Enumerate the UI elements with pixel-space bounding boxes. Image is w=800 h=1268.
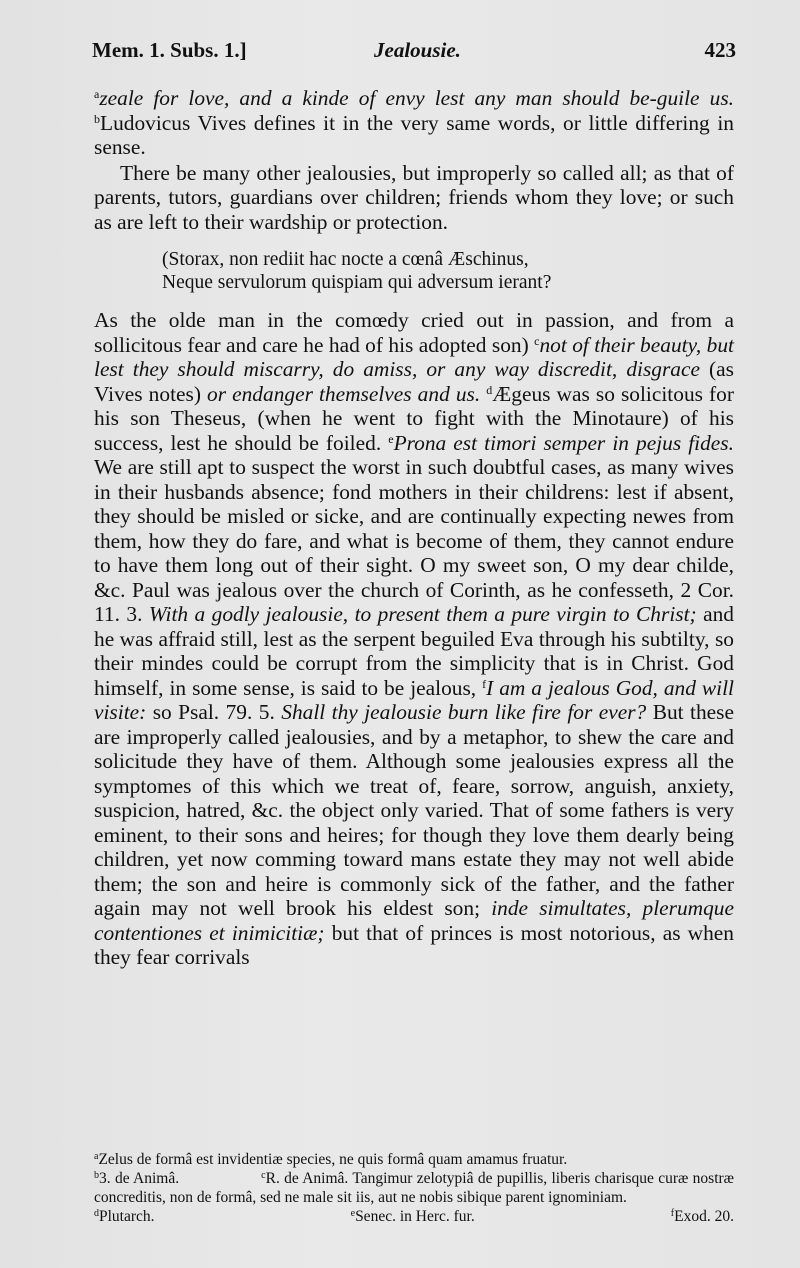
- section-reference: Mem. 1. Subs. 1.]: [92, 38, 247, 62]
- footnotes: [94, 1150, 734, 1226]
- main-text: [94, 86, 734, 970]
- footnote-text: Plutarch.: [99, 1208, 155, 1225]
- footnote-mark-d: d: [94, 1208, 99, 1219]
- paragraph-3: [94, 308, 734, 970]
- paragraph-2: There be many other jealousies, but improperly so called all; as that of parents, tutors, guardians over children; friends whom they love; or such as are left to their wardship or protection.: [94, 160, 734, 234]
- footnote-d-e-f: [94, 1207, 734, 1226]
- footnote-a: [94, 1150, 734, 1169]
- footnote-text: Zelus de formâ est invidentiæ species, ne quis formâ quam amamus fruatur.: [98, 1151, 568, 1168]
- footnote-text: Senec. in Herc. fur.: [355, 1208, 475, 1225]
- page-title: Jealousie.: [374, 38, 461, 62]
- paragraph-text: Ægeus was so solicitous for his son Theseus, (when he went to fight with the Minotaure) of his success, lest he should be foiled.: [94, 381, 734, 455]
- footnote-text: R. de Animâ. Tangimur zelotypiâ de pupillis, liberis charisque curæ nostræ concreditis, non de formâ, sed ne male sit iis, aut ne nobis sibique parent ignominiam.: [94, 1170, 735, 1206]
- paragraph-text: (as Vives notes): [94, 357, 734, 406]
- paragraph-text: As the olde man in the comœdy cried out in passion, and from a sollicitous fear and care he had of his adopted son): [94, 308, 734, 357]
- paragraph-text: but that of princes is most notorious, as when they fear corrivals: [94, 920, 734, 969]
- paragraph-1: [94, 86, 734, 160]
- footnote-text: 3. de Animâ.: [99, 1170, 180, 1187]
- italic-text: zeale for love, and a kinde of envy lest any man should be-guile us.: [99, 86, 734, 110]
- verse-quote: [162, 248, 734, 294]
- footnote-d: [94, 1207, 155, 1226]
- page-number: 423: [704, 38, 736, 62]
- footnote-mark-a: a: [94, 87, 100, 101]
- footnote-f: [671, 1207, 734, 1226]
- paragraph-text: so Psal. 79. 5.: [152, 700, 275, 724]
- footnote-mark-a: a: [94, 1151, 99, 1162]
- italic-text: I am a jealous God, and will visite:: [94, 675, 734, 724]
- footnote-mark-b: b: [94, 111, 100, 126]
- footnote-mark-e: e: [350, 1208, 356, 1219]
- italic-text: or endanger themselves and us.: [207, 381, 481, 406]
- running-header: [92, 38, 736, 68]
- italic-text: inde simultates, plerumque contentiones et inimicitiæ;: [94, 896, 734, 945]
- footnote-mark-c: c: [534, 333, 540, 348]
- footnote-mark-b: b: [94, 1170, 99, 1181]
- paragraph-text: and he was affraid still, lest as the serpent beguiled Eva through his subtilty, so their mindes could be corrupt from the simplicity that is in Christ. God himself, in some sense, is said to be jealous,: [94, 602, 734, 700]
- quote-line: (Storax, non rediit hac nocte a cœnâ Æschinus,: [162, 249, 529, 270]
- footnote-mark-e: e: [388, 431, 394, 446]
- footnote-mark-f: f: [482, 676, 487, 691]
- footnote-b-c: [94, 1169, 734, 1207]
- footnote-text: Exod. 20.: [674, 1208, 734, 1225]
- italic-text: Prona est timori semper in pejus fides.: [393, 430, 734, 455]
- italic-text: not of their beauty, but lest they should miscarry, do amiss, or any way discredit, disgrace: [94, 332, 734, 381]
- quote-line: Neque servulorum quispiam qui adversum ierant?: [162, 272, 552, 293]
- italic-text: Shall thy jealousie burn like fire for ever?: [281, 700, 647, 724]
- paragraph-text: But these are improperly called jealousies, and by a metaphor, to shew the care and solicitude they have of them. Although some jealousies express all the symptomes of this which we treat of, feare, sorrow, anguish, anxiety, suspicion, hatred, &c. the object only varied. That of some fathers is very eminent, to their sons and heires; for though they love them dearly being children, yet now comming toward mans estate they may not well abide them; the son and heire is commonly sick of the father, and the father again may not well brook his eldest son;: [94, 700, 734, 920]
- paragraph-text: We are still apt to suspect the worst in such doubtful cases, as many wives in their husbands absence; fond mothers in their childrens: lest if absent, they should be misled or sicke, and are continually expecting newes from them, how they do fare, and what is become of them, they cannot endure to have them long out of their sight. O my sweet son, O my dear childe, &c. Paul was jealous over the church of Corinth, as he confesseth, 2 Cor. 11. 3.: [94, 455, 734, 626]
- paragraph-text: Ludovicus Vives defines it in the very same words, or little differing in sense.: [94, 110, 734, 159]
- footnote-mark-c: c: [261, 1170, 266, 1181]
- italic-text: With a godly jealousie, to present them a pure virgin to Christ;: [148, 602, 697, 626]
- footnote-e: [351, 1207, 475, 1226]
- footnote-mark-f: f: [670, 1208, 675, 1219]
- footnote-mark-d: d: [486, 382, 493, 397]
